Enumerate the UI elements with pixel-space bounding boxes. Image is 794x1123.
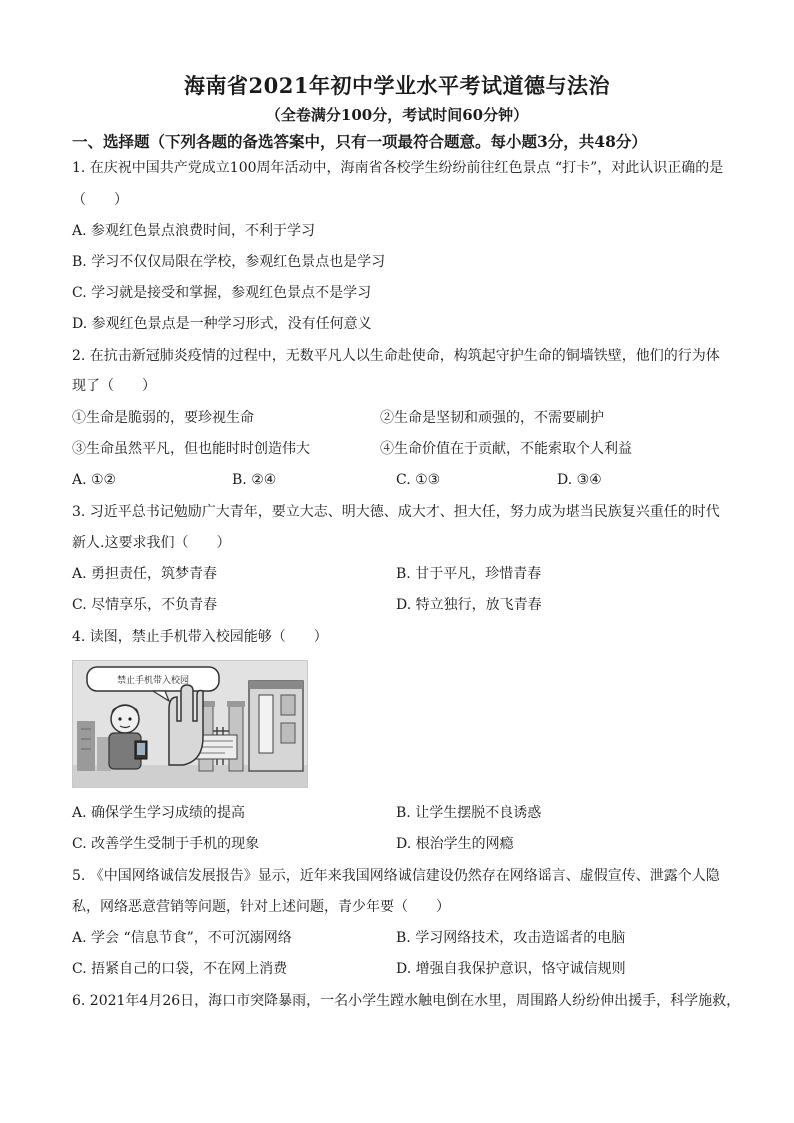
q1-option-a: A. 参观红色景点浪费时间，不利于学习 xyxy=(72,223,316,239)
q2-statement-4: ④生命价值在于贡献，不能索取个人利益 xyxy=(380,441,632,457)
q1-option-d: D. 参观红色景点是一种学习形式，没有任何意义 xyxy=(72,316,372,332)
q2-option-b: B. ②④ xyxy=(232,472,277,488)
q4-cartoon-figure xyxy=(72,660,308,788)
q4-option-d: D. 根治学生的网瘾 xyxy=(396,836,514,852)
q1-option-b: B. 学习不仅仅局限在学校，参观红色景点也是学习 xyxy=(72,254,386,270)
q5-option-d: D. 增强自我保护意识，恪守诚信规则 xyxy=(396,961,626,977)
exam-subtitle: （全卷满分100分，考试时间60分钟） xyxy=(265,106,529,124)
q3-option-d: D. 特立独行，放飞青春 xyxy=(396,597,542,613)
q2-option-d: D. ③④ xyxy=(557,472,602,488)
q4-cartoon-illustration xyxy=(73,661,307,787)
q4-figure-sign-text: 禁止手机带入校园 xyxy=(116,676,190,686)
q2-stem-line1: 2. 在抗击新冠肺炎疫情的过程中，无数平凡人以生命赴使命，构筑起守护生命的铜墙铁壁，他们的行为体 xyxy=(72,348,720,364)
q2-option-a: A. ①② xyxy=(72,472,117,488)
q2-statement-3: ③生命虽然平凡，但也能时时创造伟大 xyxy=(72,441,310,457)
q2-option-c: C. ①③ xyxy=(396,472,441,488)
q5-option-c: C. 捂紧自己的口袋，不在网上消费 xyxy=(72,961,288,977)
q1-stem-line1: 1. 在庆祝中国共产党成立100周年活动中，海南省各校学生纷纷前往红色景点 “打卡”，对此认识正确的是 xyxy=(72,160,724,176)
q5-option-b: B. 学习网络技术，攻击造谣者的电脑 xyxy=(396,930,626,946)
section-heading: 一、选择题（下列各题的备选答案中，只有一项最符合题意。每小题3分，共48分） xyxy=(72,132,647,151)
exam-title: 海南省2021年初中学业水平考试道德与法治 xyxy=(184,73,610,98)
q5-stem-line1: 5. 《中国网络诚信发展报告》显示，近年来我国网络诚信建设仍然存在网络谣言、虚假宣传、泄露个人隐 xyxy=(72,868,720,884)
q5-option-a: A. 学会 “信息节食”，不可沉溺网络 xyxy=(72,930,292,946)
q2-statement-1: ①生命是脆弱的，要珍视生命 xyxy=(72,410,254,426)
q4-stem: 4. 读图，禁止手机带入校园能够（ ） xyxy=(72,629,328,645)
q3-option-a: A. 勇担责任，筑梦青春 xyxy=(72,566,218,582)
q4-option-a: A. 确保学生学习成绩的提高 xyxy=(72,805,246,821)
q3-stem-line2: 新人.这要求我们（ ） xyxy=(72,535,231,551)
q3-stem-line1: 3. 习近平总书记勉励广大青年，要立大志、明大德、成大才、担大任，努力成为堪当民族复兴重任的时代 xyxy=(72,504,720,520)
q3-option-b: B. 甘于平凡，珍惜青春 xyxy=(396,566,542,582)
q2-stem-line2: 现了（ ） xyxy=(72,378,156,394)
q4-option-c: C. 改善学生受制于手机的现象 xyxy=(72,836,260,852)
q6-stem-line1: 6. 2021年4月26日，海口市突降暴雨，一名小学生蹚水触电倒在水里，周围路人纷纷伸出援手，科学施救， xyxy=(72,993,741,1009)
q3-option-c: C. 尽情享乐，不负青春 xyxy=(72,597,218,613)
q2-statement-2: ②生命是坚韧和顽强的，不需要刷护 xyxy=(380,410,604,426)
q4-option-b: B. 让学生摆脱不良诱惑 xyxy=(396,805,542,821)
q5-stem-line2: 私，网络恶意营销等问题，针对上述问题，青少年要（ ） xyxy=(72,899,450,915)
q1-stem-line2: （ ） xyxy=(72,192,128,208)
q1-option-c: C. 学习就是接受和掌握，参观红色景点不是学习 xyxy=(72,285,372,301)
